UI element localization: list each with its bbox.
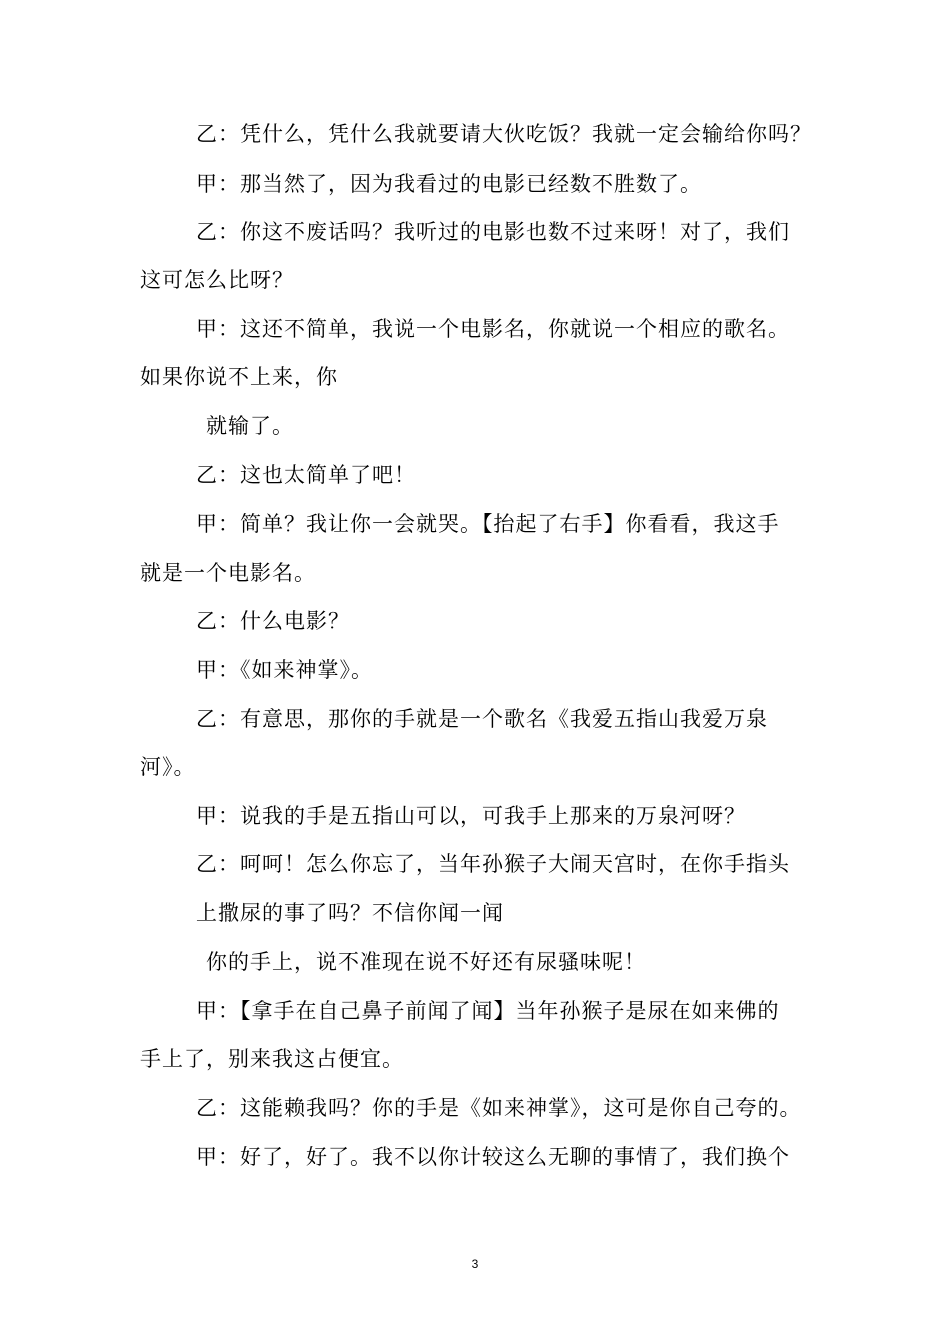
text-line: 就是一个电影名。: [140, 561, 316, 585]
text-line: 甲：【拿手在自己鼻子前闻了闻】当年孙猴子是尿在如来佛的: [196, 999, 780, 1023]
text-line: 河》。: [140, 755, 196, 779]
text-line: 乙：有意思，那你的手就是一个歌名《我爱五指山我爱万泉: [196, 707, 768, 731]
text-line: 乙：什么电影？: [196, 609, 350, 633]
text-line: 就输了。: [206, 414, 294, 438]
text-line: 手上了，别来我这占便宜。: [140, 1047, 404, 1071]
page-number: 3: [471, 1257, 479, 1271]
text-line: 如果你说不上来，你: [140, 365, 338, 389]
text-line: 甲：《如来神掌》。: [196, 658, 373, 682]
text-line: 乙：这能赖我吗？你的手是《如来神掌》，这可是你自己夸的。: [196, 1096, 802, 1120]
text-line: 上撒尿的事了吗？不信你闻一闻: [196, 901, 504, 925]
text-line: 乙：呵呵！怎么你忘了，当年孙猴子大闹天宫时，在你手指头: [196, 852, 790, 876]
text-line: 甲：说我的手是五指山可以，可我手上那来的万泉河呀？: [196, 804, 746, 828]
text-line: 甲：这还不简单，我说一个电影名，你就说一个相应的歌名。: [196, 317, 790, 341]
text-line: 乙：凭什么，凭什么我就要请大伙吃饭？我就一定会输给你吗？: [196, 122, 812, 146]
text-line: 甲：好了，好了。我不以你计较这么无聊的事情了，我们换个: [196, 1145, 790, 1169]
text-line: 乙：这也太简单了吧！: [196, 463, 416, 487]
text-line: 乙：你这不废话吗？我听过的电影也数不过来呀！对了，我们: [196, 220, 790, 244]
text-line: 甲：那当然了，因为我看过的电影已经数不胜数了。: [196, 172, 702, 196]
text-line: 你的手上，说不准现在说不好还有尿骚味呢！: [206, 950, 646, 974]
text-line: 这可怎么比呀？: [140, 268, 294, 292]
text-line: 甲：简单？我让你一会就哭。【抬起了右手】你看看，我这手: [196, 512, 780, 536]
